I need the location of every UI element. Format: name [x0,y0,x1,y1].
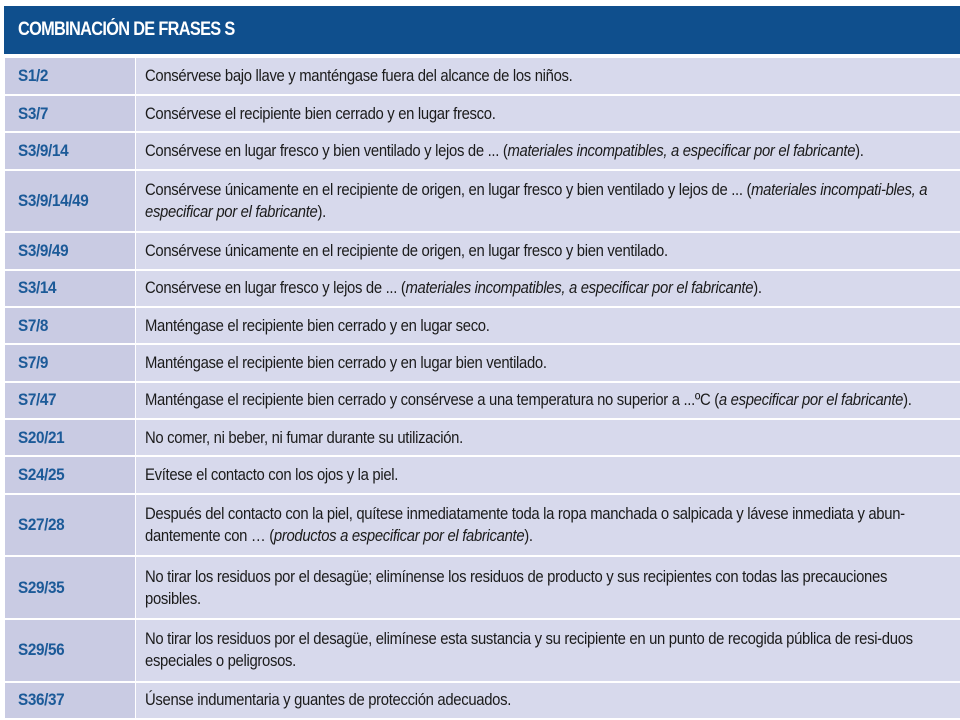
text-cell [136,682,960,719]
text-cell [136,456,960,493]
phrase-text [145,566,946,610]
phrase-segment: No comer, ni beber, ni fumar durante su utilización. [145,428,463,447]
table-row [5,494,960,557]
phrase-segment: Evítese el contacto con los ojos y la piel. [145,466,399,485]
text-cell [136,132,960,169]
phrase-code: S20/21 [18,427,65,447]
phrase-code: S7/47 [18,390,57,410]
code-cell [5,344,136,381]
phrase-text [145,140,946,162]
phrase-segment: Manténgase el recipiente bien cerrado y consérvese a una temperatura no superior a ...ºC ( [145,391,719,410]
phrase-text [145,179,946,223]
phrase-segment: ). [855,141,864,160]
phrase-segment: Manténgase el recipiente bien cerrado y en lugar bien ventilado. [145,353,547,372]
table-row [5,270,960,307]
phrase-code: S3/7 [18,103,49,123]
phrase-segment: Después del contacto con la piel, quítese inmediatamente toda la ropa manchada o salpicada y lávese inmediata y abun-dantemente con … ( [145,505,905,546]
phrase-text [145,277,946,299]
phrase-segment: No tirar los residuos por el desagüe; elimínense los residuos de producto y sus recipientes con todas las precauciones posibles. [145,567,888,608]
phrase-segment-italic: materiales incompatibles, a especificar por el fabricante [507,141,856,160]
text-cell [136,419,960,456]
table-row [5,619,960,682]
table-row [5,132,960,169]
phrase-text [145,389,946,411]
code-cell [5,382,136,419]
text-cell [136,307,960,344]
code-cell [5,307,136,344]
text-cell [136,494,960,557]
code-cell [5,232,136,269]
table-row [5,95,960,132]
phrase-code: S27/28 [18,515,65,535]
phrase-text [145,352,946,374]
table-row [5,344,960,381]
text-cell [136,556,960,619]
phrase-code: S7/9 [18,352,49,372]
code-cell [5,419,136,456]
phrase-text [145,65,946,87]
s-phrases-table [4,57,960,720]
text-cell [136,58,960,95]
phrase-text [145,240,946,262]
text-cell [136,270,960,307]
phrase-segment: Consérvese únicamente en el recipiente de origen, en lugar fresco y bien ventilado. [145,241,668,260]
phrase-text [145,315,946,337]
phrase-text [145,689,946,711]
phrase-segment: Consérvese el recipiente bien cerrado y en lugar fresco. [145,104,496,123]
text-cell [136,232,960,269]
code-cell [5,95,136,132]
phrase-text [145,628,946,672]
title-bar [4,6,960,54]
phrase-code: S29/56 [18,640,65,660]
code-cell [5,619,136,682]
phrase-code: S3/9/49 [18,240,69,260]
phrase-segment-italic: a especificar por el fabricante [718,391,904,410]
phrase-code: S36/37 [18,690,65,710]
phrase-segment-italic: materiales incompatibles, a especificar por el fabricante [405,279,754,298]
code-cell [5,494,136,557]
text-cell [136,619,960,682]
phrase-code: S3/9/14 [18,140,69,160]
phrase-text [145,103,946,125]
phrase-segment-italic: productos a especificar por el fabricante [273,527,525,546]
phrase-code: S3/9/14/49 [18,190,89,210]
table-row [5,232,960,269]
phrase-code: S7/8 [18,315,49,335]
phrase-code: S3/14 [18,278,57,298]
table-row [5,382,960,419]
table-row [5,170,960,233]
table-row [5,556,960,619]
code-cell [5,170,136,233]
text-cell [136,382,960,419]
code-cell [5,270,136,307]
table-row [5,58,960,95]
phrase-segment: Manténgase el recipiente bien cerrado y en lugar seco. [145,316,490,335]
phrase-segment: ). [317,202,326,221]
table-row [5,682,960,719]
phrase-segment: Consérvese en lugar fresco y bien ventilado y lejos de ... ( [145,141,508,160]
phrase-text [145,427,946,449]
table-row [5,419,960,456]
table-row [5,307,960,344]
table-row [5,456,960,493]
code-cell [5,456,136,493]
code-cell [5,132,136,169]
code-cell [5,682,136,719]
phrase-segment: Consérvese únicamente en el recipiente de origen, en lugar fresco y bien ventilado y lejos de ... ( [145,180,752,199]
phrase-segment: ). [903,391,912,410]
phrase-code: S29/35 [18,577,65,597]
phrase-text [145,464,946,486]
phrase-segment: ). [524,527,533,546]
phrase-segment-italic: materiales incompati-bles, a especificar por el fabricante [145,180,928,221]
phrase-segment: No tirar los residuos por el desagüe, elimínese esta sustancia y su recipiente en un punto de recogida pública de resi-duos especiales o peligrosos. [145,630,913,671]
code-cell [5,556,136,619]
phrase-segment: Consérvese bajo llave y manténgase fuera del alcance de los niños. [145,66,573,85]
phrase-segment: Úsense indumentaria y guantes de protección adecuados. [145,691,512,710]
text-cell [136,95,960,132]
text-cell [136,170,960,233]
phrase-segment: Consérvese en lugar fresco y lejos de ... ( [145,279,406,298]
phrase-code: S1/2 [18,65,49,85]
phrase-code: S24/25 [18,465,65,485]
table-title: COMBINACIÓN DE FRASES S [18,19,235,40]
phrase-segment: ). [753,279,762,298]
code-cell [5,58,136,95]
phrase-text [145,503,946,547]
text-cell [136,344,960,381]
